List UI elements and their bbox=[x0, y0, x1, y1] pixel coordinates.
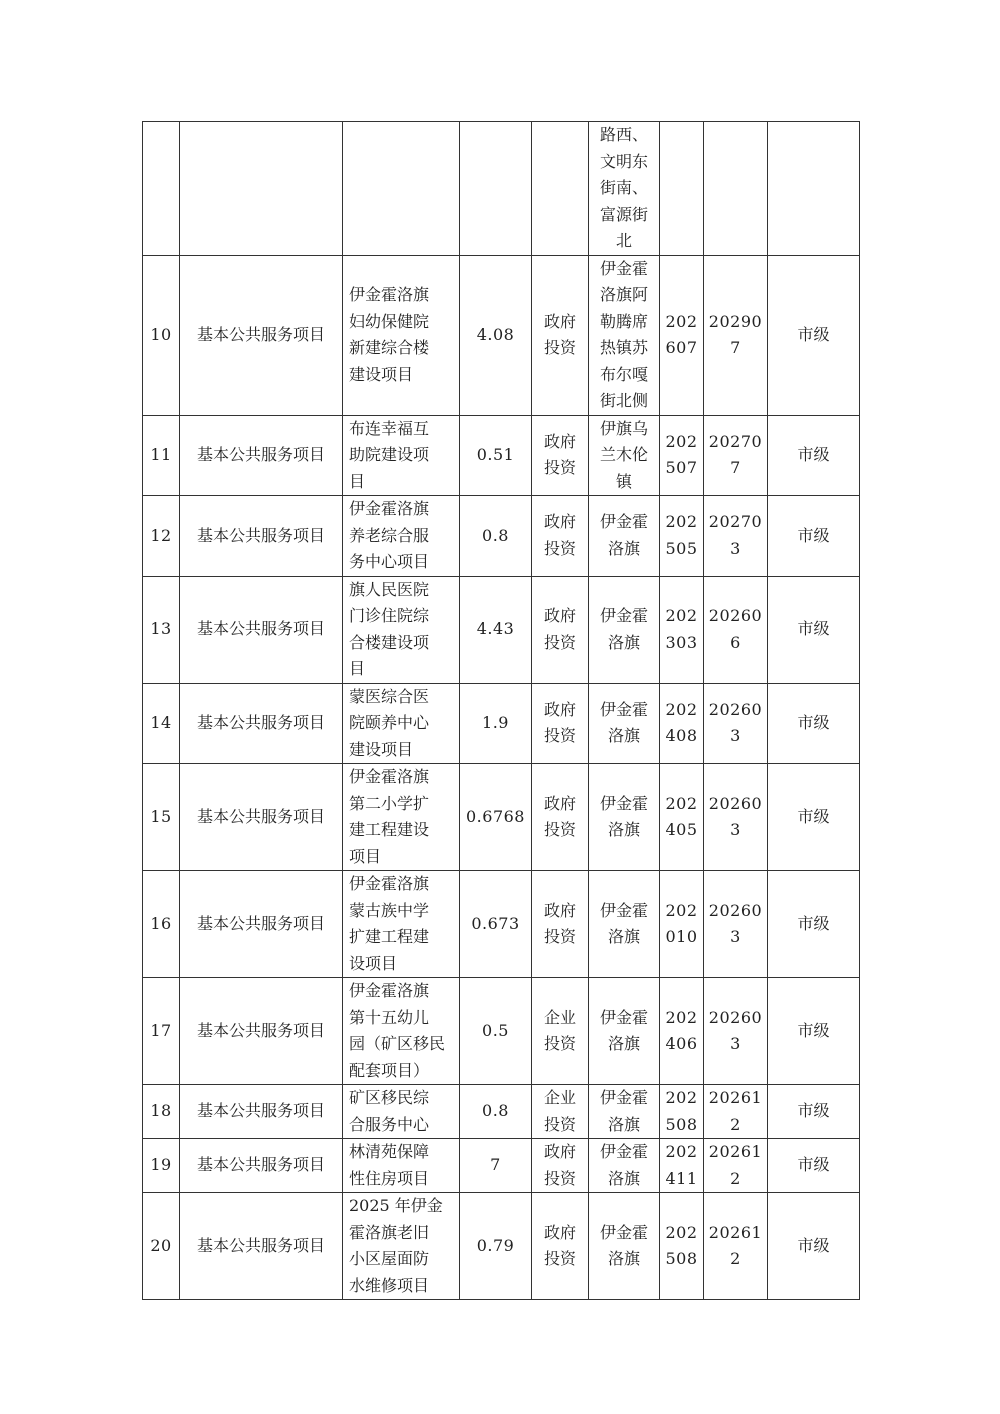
investment-amount-cell bbox=[460, 1139, 532, 1193]
location-text: 伊金霍 洛旗 bbox=[599, 512, 648, 558]
investment-type-text: 政府 投资 bbox=[543, 311, 576, 357]
table-row bbox=[143, 576, 860, 683]
investment-type-text: 政府 投资 bbox=[543, 1222, 576, 1268]
investment-amount-text: 0.51 bbox=[476, 445, 515, 464]
category-text: 基本公共服务项目 bbox=[196, 445, 325, 464]
investment-type-cell bbox=[532, 496, 589, 577]
start-date-text: 202 303 bbox=[665, 606, 698, 652]
investment-amount-text: 0.6768 bbox=[466, 806, 525, 826]
category-cell bbox=[180, 1085, 343, 1139]
category-text: 基本公共服务项目 bbox=[196, 1155, 325, 1175]
location-cell bbox=[589, 576, 660, 683]
project-name-text: 旗人民医院 门诊住院综 合楼建设项 目 bbox=[349, 579, 430, 678]
level-text: 市级 bbox=[797, 806, 830, 826]
start-date-text: 202 507 bbox=[665, 431, 698, 478]
row-number-text: 16 bbox=[150, 913, 172, 933]
investment-type-cell bbox=[532, 978, 589, 1085]
project-name-text: 伊金霍洛旗 第二小学扩 建工程建设 项目 bbox=[349, 767, 430, 866]
investment-amount-cell bbox=[460, 978, 532, 1085]
level-cell bbox=[768, 122, 860, 256]
start-date-cell bbox=[660, 978, 704, 1085]
end-date-cell bbox=[704, 978, 768, 1085]
end-date-text: 20260 3 bbox=[708, 699, 763, 746]
investment-amount-cell bbox=[460, 871, 532, 978]
start-date-text: 202 411 bbox=[665, 1142, 698, 1188]
project-name-cell bbox=[343, 1085, 460, 1139]
table-row bbox=[143, 764, 860, 871]
level-cell bbox=[768, 871, 860, 978]
end-date-cell bbox=[704, 764, 768, 871]
location-text: 伊金霍 洛旗阿 勒腾席 热镇苏 布尔嘎 街北侧 bbox=[599, 258, 648, 410]
project-name-text: 伊金霍洛旗 养老综合服 务中心项目 bbox=[349, 499, 430, 571]
row-number-text: 15 bbox=[150, 806, 172, 826]
row-number-text: 12 bbox=[150, 525, 172, 545]
category-text: 基本公共服务项目 bbox=[196, 806, 325, 826]
location-cell bbox=[589, 415, 660, 496]
investment-type-cell bbox=[532, 576, 589, 683]
level-cell bbox=[768, 1085, 860, 1139]
project-name-cell bbox=[343, 496, 460, 577]
end-date-text: 20260 6 bbox=[708, 606, 763, 652]
end-date-text: 20260 3 bbox=[708, 793, 763, 839]
project-name-cell bbox=[343, 1193, 460, 1300]
row-number-cell bbox=[143, 415, 180, 496]
investment-type-cell bbox=[532, 1085, 589, 1139]
level-cell bbox=[768, 1139, 860, 1193]
end-date-cell bbox=[704, 1139, 768, 1193]
project-name-text: 布连幸福互 助院建设项 目 bbox=[349, 418, 430, 491]
project-name-text: 林清苑保障 性住房项目 bbox=[349, 1142, 430, 1188]
location-text: 路西、 文明东 街南、 富源街 北 bbox=[599, 125, 648, 250]
project-table bbox=[142, 121, 860, 1300]
location-text: 伊金霍 洛旗 bbox=[599, 1088, 648, 1134]
location-text: 伊金霍 洛旗 bbox=[599, 699, 648, 746]
table-row bbox=[143, 683, 860, 764]
row-number-text: 10 bbox=[150, 324, 172, 344]
location-cell bbox=[589, 255, 660, 415]
category-text: 基本公共服务项目 bbox=[196, 1101, 325, 1121]
end-date-cell bbox=[704, 1193, 768, 1300]
investment-type-text: 企业 投资 bbox=[543, 1088, 576, 1134]
investment-type-text: 政府 投资 bbox=[543, 900, 576, 946]
row-number-cell bbox=[143, 683, 180, 764]
table-body bbox=[143, 122, 860, 1300]
investment-amount-cell bbox=[460, 415, 532, 496]
category-text: 基本公共服务项目 bbox=[196, 1235, 325, 1255]
end-date-cell bbox=[704, 871, 768, 978]
row-number-cell bbox=[143, 871, 180, 978]
category-text: 基本公共服务项目 bbox=[196, 619, 325, 639]
start-date-text: 202 405 bbox=[665, 793, 698, 839]
level-cell bbox=[768, 496, 860, 577]
end-date-text: 20261 2 bbox=[708, 1222, 763, 1268]
start-date-text: 202 508 bbox=[665, 1222, 698, 1268]
row-number-cell bbox=[143, 576, 180, 683]
start-date-cell bbox=[660, 871, 704, 978]
row-number-cell bbox=[143, 764, 180, 871]
level-cell bbox=[768, 978, 860, 1085]
row-number-cell bbox=[143, 255, 180, 415]
end-date-cell bbox=[704, 255, 768, 415]
level-cell bbox=[768, 415, 860, 496]
start-date-cell bbox=[660, 122, 704, 256]
project-name-cell bbox=[343, 576, 460, 683]
end-date-cell bbox=[704, 415, 768, 496]
project-name-cell bbox=[343, 683, 460, 764]
category-cell bbox=[180, 871, 343, 978]
table-row bbox=[143, 1139, 860, 1193]
row-number-text: 20 bbox=[150, 1235, 172, 1255]
start-date-cell bbox=[660, 1139, 704, 1193]
project-name-cell bbox=[343, 978, 460, 1085]
project-name-cell bbox=[343, 415, 460, 496]
start-date-cell bbox=[660, 255, 704, 415]
end-date-cell bbox=[704, 122, 768, 256]
project-name-text: 伊金霍洛旗 第十五幼儿 园（矿区移民 配套项目） bbox=[349, 981, 446, 1080]
location-text: 伊金霍 洛旗 bbox=[599, 1007, 648, 1053]
row-number-text: 13 bbox=[150, 619, 172, 639]
row-number-text: 19 bbox=[150, 1155, 172, 1175]
level-text: 市级 bbox=[797, 1235, 830, 1255]
investment-amount-text: 0.8 bbox=[482, 1101, 509, 1121]
category-cell bbox=[180, 576, 343, 683]
end-date-text: 20260 3 bbox=[708, 1007, 763, 1053]
investment-type-cell bbox=[532, 122, 589, 256]
project-name-cell bbox=[343, 122, 460, 256]
end-date-text: 20290 7 bbox=[708, 311, 763, 357]
level-text: 市级 bbox=[797, 525, 830, 545]
table-row bbox=[143, 1193, 860, 1300]
row-number-cell bbox=[143, 496, 180, 577]
start-date-text: 202 607 bbox=[665, 311, 698, 357]
project-name-text: 矿区移民综 合服务中心 bbox=[349, 1088, 430, 1134]
start-date-text: 202 408 bbox=[665, 699, 698, 746]
start-date-cell bbox=[660, 1193, 704, 1300]
level-cell bbox=[768, 576, 860, 683]
investment-type-text: 政府 投资 bbox=[543, 431, 576, 478]
investment-amount-text: 7 bbox=[490, 1155, 501, 1175]
location-text: 伊旗乌 兰木伦 镇 bbox=[599, 418, 648, 491]
level-text: 市级 bbox=[797, 619, 830, 639]
location-cell bbox=[589, 764, 660, 871]
level-cell bbox=[768, 255, 860, 415]
location-text: 伊金霍 洛旗 bbox=[599, 606, 648, 652]
category-cell bbox=[180, 415, 343, 496]
table-row bbox=[143, 122, 860, 256]
start-date-cell bbox=[660, 1085, 704, 1139]
category-cell bbox=[180, 255, 343, 415]
location-text: 伊金霍 洛旗 bbox=[599, 1142, 648, 1188]
level-text: 市级 bbox=[797, 1101, 830, 1121]
investment-type-cell bbox=[532, 1193, 589, 1300]
row-number-text: 14 bbox=[150, 713, 172, 732]
category-cell bbox=[180, 1193, 343, 1300]
level-text: 市级 bbox=[797, 1155, 830, 1175]
end-date-text: 20261 2 bbox=[708, 1142, 763, 1188]
start-date-text: 202 010 bbox=[665, 900, 698, 946]
end-date-text: 20260 3 bbox=[708, 900, 763, 946]
level-cell bbox=[768, 1193, 860, 1300]
end-date-cell bbox=[704, 496, 768, 577]
investment-amount-text: 0.8 bbox=[482, 525, 509, 545]
table-row bbox=[143, 978, 860, 1085]
location-cell bbox=[589, 1193, 660, 1300]
investment-amount-cell bbox=[460, 1193, 532, 1300]
investment-type-text: 政府 投资 bbox=[543, 1142, 576, 1188]
end-date-text: 20261 2 bbox=[708, 1088, 763, 1134]
start-date-text: 202 508 bbox=[665, 1088, 698, 1134]
investment-amount-cell bbox=[460, 764, 532, 871]
location-cell bbox=[589, 122, 660, 256]
category-text: 基本公共服务项目 bbox=[196, 713, 325, 732]
investment-amount-text: 1.9 bbox=[482, 713, 509, 732]
category-cell bbox=[180, 496, 343, 577]
investment-type-text: 政府 投资 bbox=[543, 606, 576, 652]
category-cell bbox=[180, 1139, 343, 1193]
end-date-text: 20270 7 bbox=[708, 431, 763, 478]
start-date-cell bbox=[660, 496, 704, 577]
investment-type-cell bbox=[532, 255, 589, 415]
investment-type-cell bbox=[532, 415, 589, 496]
investment-amount-cell bbox=[460, 576, 532, 683]
investment-type-cell bbox=[532, 683, 589, 764]
project-name-text: 2025 年伊金 霍洛旗老旧 小区屋面防 水维修项目 bbox=[349, 1196, 443, 1295]
investment-type-cell bbox=[532, 1139, 589, 1193]
row-number-cell bbox=[143, 978, 180, 1085]
category-text: 基本公共服务项目 bbox=[196, 1020, 325, 1040]
investment-amount-cell bbox=[460, 1085, 532, 1139]
end-date-cell bbox=[704, 576, 768, 683]
row-number-cell bbox=[143, 1085, 180, 1139]
investment-type-text: 企业 投资 bbox=[543, 1007, 576, 1053]
investment-type-cell bbox=[532, 764, 589, 871]
investment-amount-text: 0.673 bbox=[471, 913, 520, 933]
location-cell bbox=[589, 871, 660, 978]
level-cell bbox=[768, 764, 860, 871]
start-date-cell bbox=[660, 683, 704, 764]
category-text: 基本公共服务项目 bbox=[196, 913, 325, 933]
investment-amount-text: 4.08 bbox=[476, 324, 515, 344]
project-name-text: 伊金霍洛旗 妇幼保健院 新建综合楼 建设项目 bbox=[349, 285, 430, 384]
end-date-cell bbox=[704, 1085, 768, 1139]
investment-amount-cell bbox=[460, 122, 532, 256]
location-cell bbox=[589, 1085, 660, 1139]
investment-amount-text: 4.43 bbox=[476, 619, 515, 639]
row-number-cell bbox=[143, 1193, 180, 1300]
start-date-text: 202 406 bbox=[665, 1007, 698, 1053]
investment-amount-cell bbox=[460, 683, 532, 764]
location-cell bbox=[589, 683, 660, 764]
table-row bbox=[143, 496, 860, 577]
category-text: 基本公共服务项目 bbox=[196, 525, 325, 545]
row-number-cell bbox=[143, 122, 180, 256]
start-date-text: 202 505 bbox=[665, 512, 698, 558]
category-cell bbox=[180, 683, 343, 764]
project-name-cell bbox=[343, 764, 460, 871]
investment-amount-text: 0.79 bbox=[476, 1235, 515, 1255]
table-row bbox=[143, 415, 860, 496]
level-text: 市级 bbox=[797, 1020, 830, 1040]
location-text: 伊金霍 洛旗 bbox=[599, 900, 648, 946]
project-name-text: 伊金霍洛旗 蒙古族中学 扩建工程建 设项目 bbox=[349, 874, 430, 973]
investment-type-text: 政府 投资 bbox=[543, 793, 576, 839]
start-date-cell bbox=[660, 415, 704, 496]
level-text: 市级 bbox=[797, 445, 830, 464]
row-number-cell bbox=[143, 1139, 180, 1193]
project-name-cell bbox=[343, 255, 460, 415]
investment-amount-cell bbox=[460, 496, 532, 577]
row-number-text: 17 bbox=[150, 1020, 172, 1040]
end-date-text: 20270 3 bbox=[708, 512, 763, 558]
location-text: 伊金霍 洛旗 bbox=[599, 793, 648, 839]
level-cell bbox=[768, 683, 860, 764]
table-row bbox=[143, 871, 860, 978]
project-name-cell bbox=[343, 1139, 460, 1193]
location-text: 伊金霍 洛旗 bbox=[599, 1222, 648, 1268]
start-date-cell bbox=[660, 764, 704, 871]
table-row bbox=[143, 255, 860, 415]
row-number-text: 18 bbox=[150, 1101, 172, 1121]
category-cell bbox=[180, 122, 343, 256]
row-number-text: 11 bbox=[150, 445, 172, 464]
category-cell bbox=[180, 764, 343, 871]
investment-amount-text: 0.5 bbox=[482, 1020, 509, 1040]
category-text: 基本公共服务项目 bbox=[196, 324, 325, 344]
location-cell bbox=[589, 978, 660, 1085]
level-text: 市级 bbox=[797, 324, 830, 344]
investment-amount-cell bbox=[460, 255, 532, 415]
table-row bbox=[143, 1085, 860, 1139]
location-cell bbox=[589, 496, 660, 577]
start-date-cell bbox=[660, 576, 704, 683]
investment-type-cell bbox=[532, 871, 589, 978]
project-name-text: 蒙医综合医 院颐养中心 建设项目 bbox=[349, 686, 430, 759]
category-cell bbox=[180, 978, 343, 1085]
investment-type-text: 政府 投资 bbox=[543, 512, 576, 558]
location-cell bbox=[589, 1139, 660, 1193]
level-text: 市级 bbox=[797, 713, 830, 732]
investment-type-text: 政府 投资 bbox=[543, 699, 576, 746]
end-date-cell bbox=[704, 683, 768, 764]
level-text: 市级 bbox=[797, 913, 830, 933]
project-name-cell bbox=[343, 871, 460, 978]
